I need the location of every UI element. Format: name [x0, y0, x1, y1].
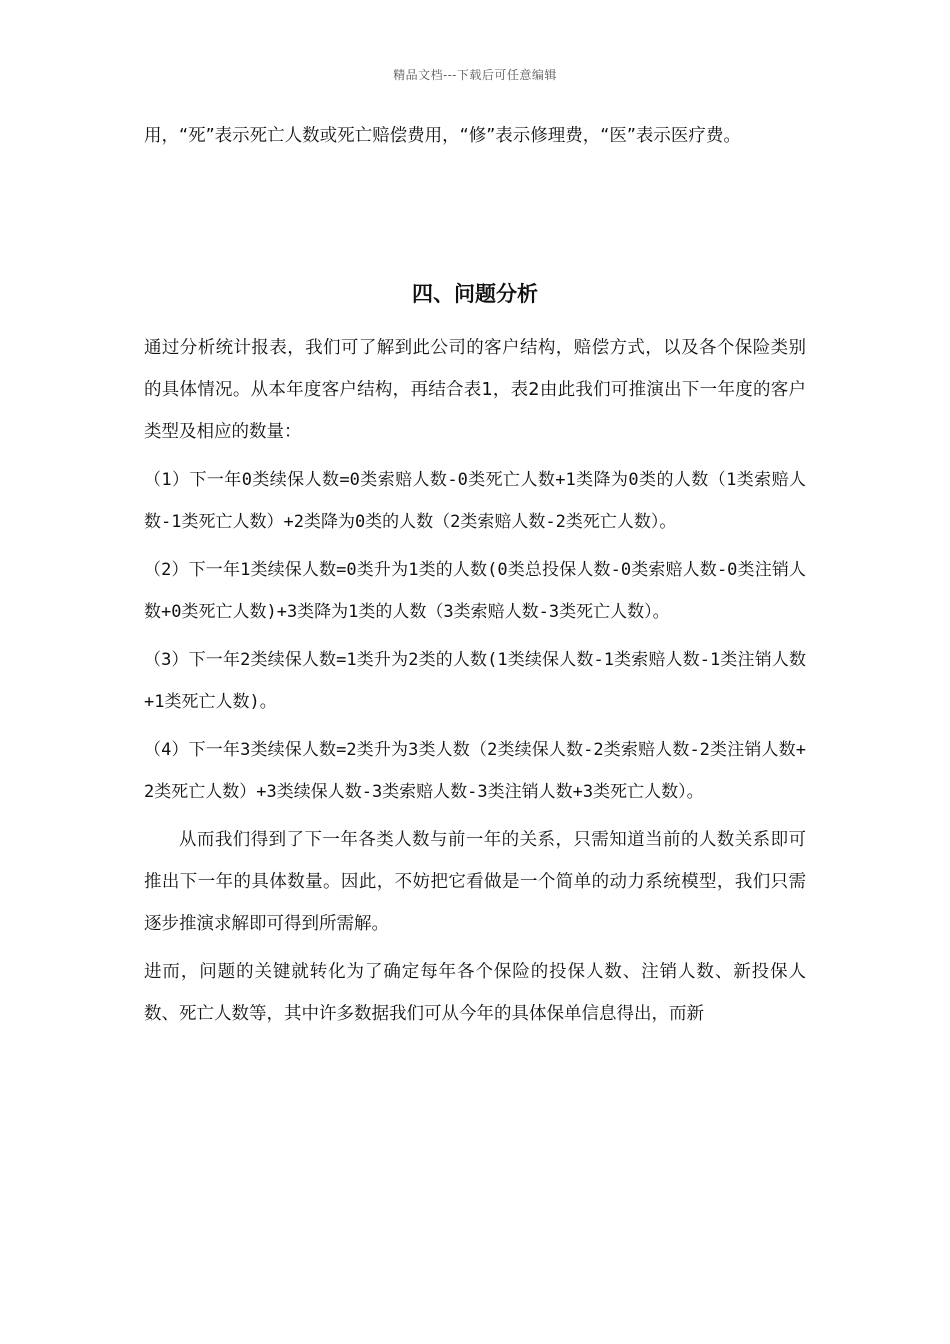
- formula-item-2: （2）下一年1类续保人数=0类升为1类的人数(0类总投保人数-0类索赔人数-0类注销人数+0类死亡人数)+3类降为1类的人数（3类索赔人数-3类死亡人数）。: [144, 560, 806, 622]
- page-header-watermark: 精品文档---下载后可任意编辑: [393, 68, 557, 82]
- section-title: 四、问题分析: [412, 282, 538, 306]
- formula-item-3: （3）下一年2类续保人数=1类升为2类的人数(1类续保人数-1类索赔人数-1类注销人数+1类死亡人数)。: [144, 650, 806, 712]
- conclusion-paragraph: 从而我们得到了下一年各类人数与前一年的关系，只需知道当前的人数关系即可推出下一年的具体数量。因此，不妨把它看做是一个简单的动力系统模型，我们只需逐步推演求解即可得到所需解。: [144, 830, 806, 934]
- intro-continuation-paragraph: 用，“死”表示死亡人数或死亡赔偿费用，“修”表示修理费，“医”表示医疗费。: [144, 126, 741, 146]
- document-body: [144, 115, 806, 1035]
- formula-item-1: （1）下一年0类续保人数=0类索赔人数-0类死亡人数+1类降为0类的人数（1类索赔人数-1类死亡人数）+2类降为0类的人数（2类索赔人数-2类死亡人数）。: [144, 470, 806, 532]
- closing-paragraph: 进而，问题的关键就转化为了确定每年各个保险的投保人数、注销人数、新投保人数、死亡人数等，其中许多数据我们可从今年的具体保单信息得出，而新: [144, 962, 806, 1024]
- formula-item-4: （4）下一年3类续保人数=2类升为3类人数（2类续保人数-2类索赔人数-2类注销人数+2类死亡人数）+3类续保人数-3类索赔人数-3类注销人数+3类死亡人数）。: [144, 740, 806, 802]
- section-spacer: [144, 157, 806, 275]
- analysis-paragraph: 通过分析统计报表，我们可了解到此公司的客户结构，赔偿方式，以及各个保险类别的具体情况。从本年度客户结构，再结合表1，表2由此我们可推演出下一年度的客户类型及相应的数量：: [144, 338, 806, 442]
